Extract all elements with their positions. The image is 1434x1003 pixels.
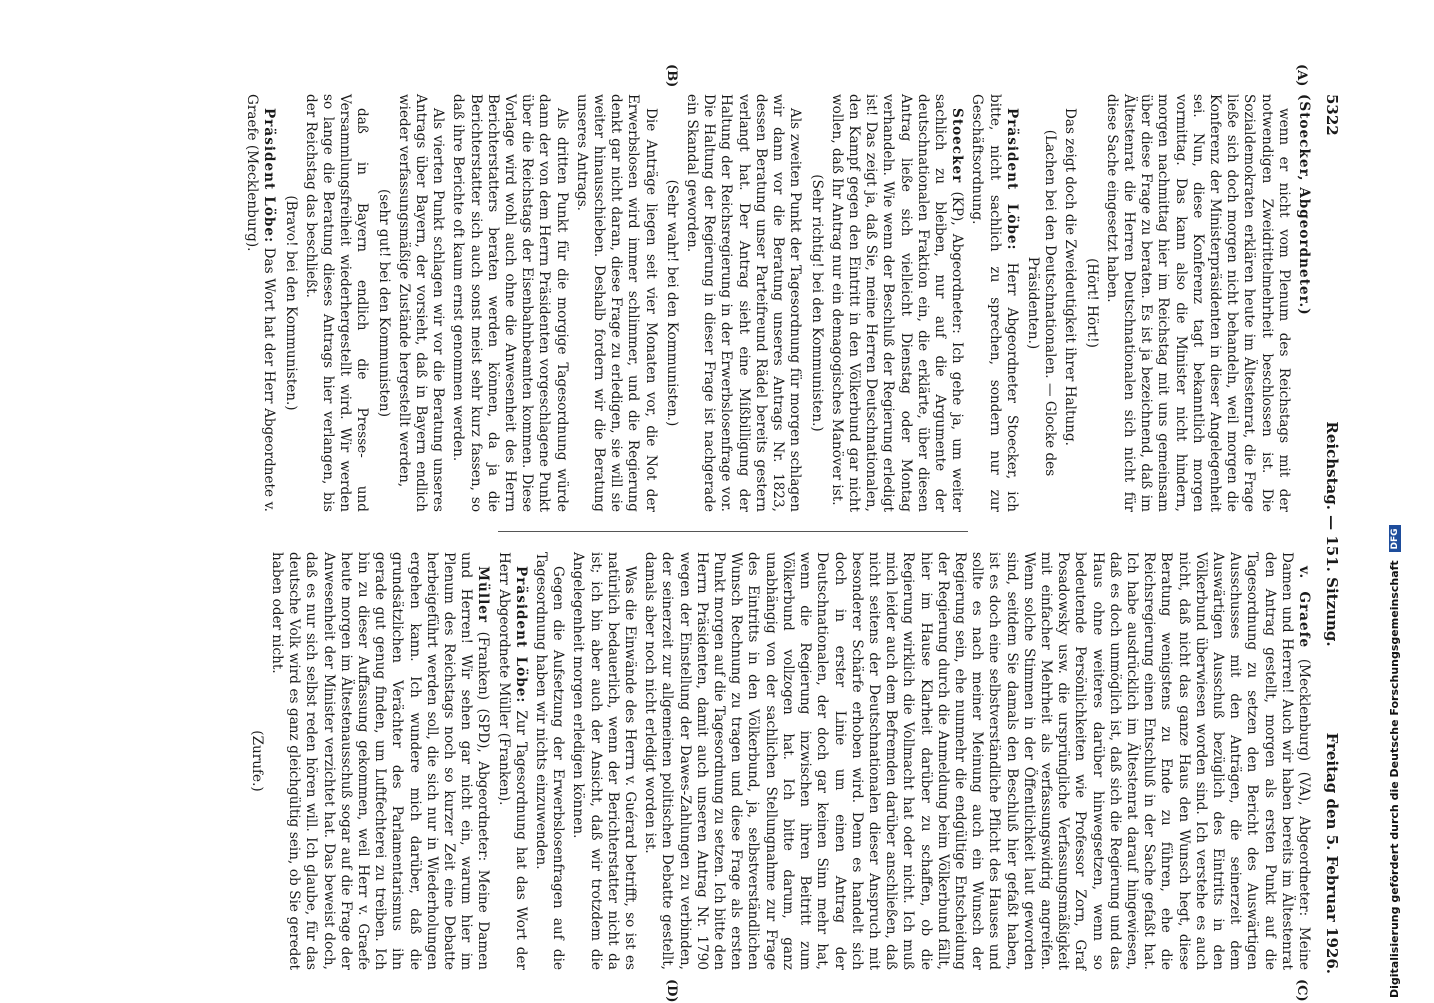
speech-paragraph	[1061, 94, 1078, 512]
interjection: (Lachen bei den Deutschnationalen. — Glocke des Präsidenten.)	[1024, 129, 1059, 477]
speech-paragraph	[449, 94, 569, 512]
speech-text: wenn er nicht vom Plenum des Reichstags mit der notwendigen Zweidrittelmehrheit beschlossen ist. Die Sozialdemokraten erklären heute im Ältestenrat, die Frage ließe sich doch morgen nicht behandeln, weil morgen die Konferenz der Ministerpräsidenten in dieser Angelegenheit sei. Nun, diese Konferenz tagt bekanntlich morgen vormittag. Das kann also die Minister nicht hindern, morgen nachmittag hier im Reichstag mit uns gemeinsam über diese Frage zu beraten. Es ist ja bezeichnend, daß im Ältestenrat die Herren Deutschnationalen sich nicht für diese Sache eingesetzt haben.	[1103, 94, 1292, 512]
speech-text: Das Wort hat der Herr Abgeordnete v. Graefe (Mecklenburg).	[244, 94, 278, 512]
speech-text: Was die Einwände des Herrn v. Guérard betrifft, so ist es natürlich bedauerlich, wenn der Berichterstatter nicht da ist; ich bin aber auch der Ansicht, daß wir trotzdem die Angelegenheit morgen erledigen können.	[570, 552, 639, 970]
speech-paragraph	[683, 94, 803, 512]
speaker-name: v. Graefe	[1296, 566, 1312, 649]
margin-marker-b: (B)	[664, 64, 679, 88]
speech-paragraph	[395, 94, 447, 512]
speaker-name: Präsident Löbe:	[512, 566, 529, 704]
speaker-name: Stoecker	[949, 108, 966, 184]
margin-marker-d: (D)	[664, 979, 679, 1003]
speech-paragraph	[828, 94, 966, 512]
speaker-name: Präsident Löbe:	[261, 108, 278, 244]
left-column	[240, 94, 1312, 512]
speaker-name: (Stoecker, Abgeordneter.)	[1296, 94, 1312, 316]
speech-text: Das zeigt doch die Zweideutigkeit ihrer Haltung.	[1062, 108, 1079, 446]
interjection: (Bravo! bei den Kommunisten.)	[282, 195, 299, 411]
speech-text: (KP), Abgeordneter: Ich gehe ja, um weiter sachlich zu bleiben, nur auf die Argumente der deutschnationalen Fraktion ein, die erklärte, über diesen Antrag ließe sich vielleicht Dienstag oder Montag verhandeln. Wie wenn der Beschluß der Regierung erledigt ist! Das zeigt ja, daß Sie, meine Herren Deutschnationalen, den Kampf gegen den Eintritt in den Völkerbund gar nicht wollen, daß Ihr Antrag nur ein demagogisches Manöver ist.	[828, 94, 966, 513]
interjection: (sehr gut! bei den Kommunisten)	[375, 189, 392, 417]
speech-text: Zur Tagesordnung hat das Wort der Herr Abgeordnete Müller (Franken).	[495, 552, 529, 970]
speech-paragraph	[268, 552, 492, 970]
speech-text: Herr Abgeordneter Stoecker, ich bitte, nicht sachlich zu sprechen, sondern nur zur Geschäftsordnung.	[969, 94, 1020, 512]
interjection: (Sehr richtig! bei den Kommunisten.)	[808, 174, 825, 432]
speech-paragraph	[1103, 94, 1292, 512]
speech-paragraph	[302, 94, 371, 512]
session-title: Reichstag. — 151. Sitzung.	[1323, 421, 1341, 647]
speech-paragraph	[243, 94, 277, 512]
speech-paragraph	[641, 552, 1312, 970]
speech-text: Als dritten Punkt für die morgige Tagesordnung würde dann der von dem Herrn Präsidenten vorgeschlagene Punkt über die Reichstags der Eisenbahnbeamten kommen. Diese Vorlage wird wohl auch ohne die Anwesenheit des Herrn Berichterstatters beraten werden können, da ja die Berichterstatter sich auch sonst meist sehr kurz fassen, so daß ihre Berichte oft kaum ernst genommen werden.	[450, 94, 570, 512]
page-header	[1318, 94, 1340, 974]
speech-paragraph	[569, 552, 638, 970]
margin-marker-a: (A)	[1294, 64, 1309, 87]
speech-text: daß in Bayern endlich die Presse- und Versammlungsfreiheit wiederhergestellt wird. Wir werden so lange die Beratung dieses Antrags hier verlangen, bis der Reichstag das beschließt.	[302, 94, 371, 512]
interjection: (Zurufe.)	[248, 730, 265, 792]
speech-paragraph	[494, 552, 528, 970]
speaker-name: Präsident Löbe:	[1003, 108, 1020, 251]
interjection: (Sehr wahr! bei den Kommunisten.)	[663, 179, 680, 427]
speech-text: (Franken) (SPD), Abgeordneter: Meine Damen und Herren! Wir sehen gar nicht ein, warum hier im Plenum des Reichstags noch so kurzer Zeit eine Debatte herbeigeführt werden soll, die sich nur in Wiederholungen ergehen kann. Ich wundere mich darüber, daß die grundsätzlichen Verächter des Parlamentarismus ihn gerade gut genug finden, um Luftfechterei zu treiben. Ich bin zu dieser Auffassung gekommen, weil Herr v. Graefe heute morgen im Ältestenausschuß sogar auf die Frage der Anwesenheit der Minister verzichtet hat. Das beweist doch, daß es nur sich selbst reden hören will. Ich glaube, für das deutsche Volk wird es ganz gleichgültig sein, ob Sie geredet haben oder nicht.	[269, 552, 492, 971]
speech-paragraph	[532, 552, 566, 970]
speech-paragraph	[573, 94, 659, 512]
margin-marker-c: (C)	[1294, 979, 1309, 1002]
speaker-name: Müller	[475, 566, 492, 624]
speech-text: Die Anträge liegen seit vier Monaten vor, die Not der Erwerbslosen wird immer schlimmer, und die Regierung denkt gar nicht daran, diese Frage zu erledigen, sie will sie weiter hinausschieben. Deshalb fordern wir die Beratung unseres Antrags.	[573, 94, 659, 512]
dfg-logo: DFG	[1389, 525, 1401, 552]
column-divider	[498, 531, 968, 532]
interjection: (Hört! Hört!)	[1083, 258, 1100, 348]
speech-paragraph	[968, 94, 1020, 512]
speech-text: Als vierten Punkt schlagen wir vor die Beratung unseres Antrags über Bayern, der vorsieht, daß in Bayern endlich wieder verfassungsmäßige Zustände hergestellt werden,	[395, 94, 447, 512]
speech-text: (Mecklenburg) (VA), Abgeordneter: Meine Damen und Herren! Auch wir haben bereits im Ältestenrat den Antrag gestellt, morgen als ersten Punkt auf die Tagesordnung zu setzen den Bericht des Auswärtigen Ausschusses mit den Anträgen, die seinerzeit dem Auswärtigen Ausschuß bezüglich des Eintritts in den Völkerbund überwiesen worden sind. Ich verstehe es auch nicht, daß nicht das ganze Haus den Wunsch hegt, diese Beratung wenigstens zu Ende zu führen, ehe die Reichsregierung einen Entschluß in der Sache gefaßt hat. Ich habe ausdrücklich im Ältestenrat darauf hingewiesen, daß es doch unmöglich ist, daß sich die Regierung und das Haus ohne weiteres darüber hinwegsetzen, wenn so bedeutende Persönlichkeiten wie Professor Zorn, Graf Posadowsky usw. die ursprüngliche Verfassungsmäßigkeit mit einfacher Mehrheit als verfassungswidrig angreifen. Wenn solche Stimmen in der Öffentlichkeit laut geworden sind, seitdem Sie damals den Beschluß hier gefaßt haben, ist es doch eine selbstverständliche Pflicht des Hauses und sollte es nach meiner Meinung auch ein Wunsch der Regierung sein, ehe nunmehr die endgültige Entscheidung der Regierung durch die Anmeldung beim Völkerbund fällt, hier im Hause Klarheit darüber zu schaffen, ob die Regierung wirklich die Vollmacht hat oder nicht. Ich muß mich leider auch dem Befremden darüber anschließen, daß nicht seitens der Deutschnationalen dieser Anspruch mit besonderer Schärfe erhoben wird. Denn es handelt sich doch in erster Linie um einen Antrag der Deutschnationalen, der doch gar keinen Sinn mehr hat, wenn die Regierung inzwischen ihren Beitritt zum Völkerbund vollzogen hat. Ich bitte darum, ganz unabhängig von der sachlichen Stellungnahme zur Frage des Eintritts in den Völkerbund, ja, selbstverständlichen Wunsch Rechnung zu tragen und diese Frage als ersten Punkt morgen auf die Tagesordnung zu setzen. Ich bitte den Herrn Präsidenten, damit auch unseren Antrag Nr. 1790 wegen der Einstellung der Dawes-Zahlungen zu verbinden, der seinerzeit zur allgemeinen politischen Debatte gestellt, damals aber noch nicht erledigt worden ist.	[642, 552, 1312, 970]
session-date: Freitag den 5. Februar 1926.	[1323, 732, 1341, 974]
right-column	[244, 552, 1312, 970]
speech-text: Als zweiten Punkt der Tagesordnung für morgen schlagen wir dann vor die Beratung unseres Antrags Nr. 1823, dessen Beratung unser Parteifreund Rädel bereits gestern verlangt hat. Der Antrag sieht eine Mißbilligung der Haltung der Reichsregierung in der Erwerbslosenfrage vor. Die Haltung der Regierung in dieser Frage ist nachgerade ein Skandal geworden.	[684, 94, 804, 512]
document-page	[110, 64, 1341, 1003]
page-number: 5322	[1323, 94, 1341, 136]
credit-text: Digitalisierung gefördert durch die Deutsche Forschungsgemeinschaft	[1388, 560, 1401, 998]
digitization-credit	[1388, 525, 1401, 998]
speech-paragraph	[1295, 94, 1312, 512]
speech-text: Gegen die Aufsetzung der Erwerbslosenfragen auf die Tagesordnung haben wir nichts einzuwenden.	[533, 552, 567, 970]
